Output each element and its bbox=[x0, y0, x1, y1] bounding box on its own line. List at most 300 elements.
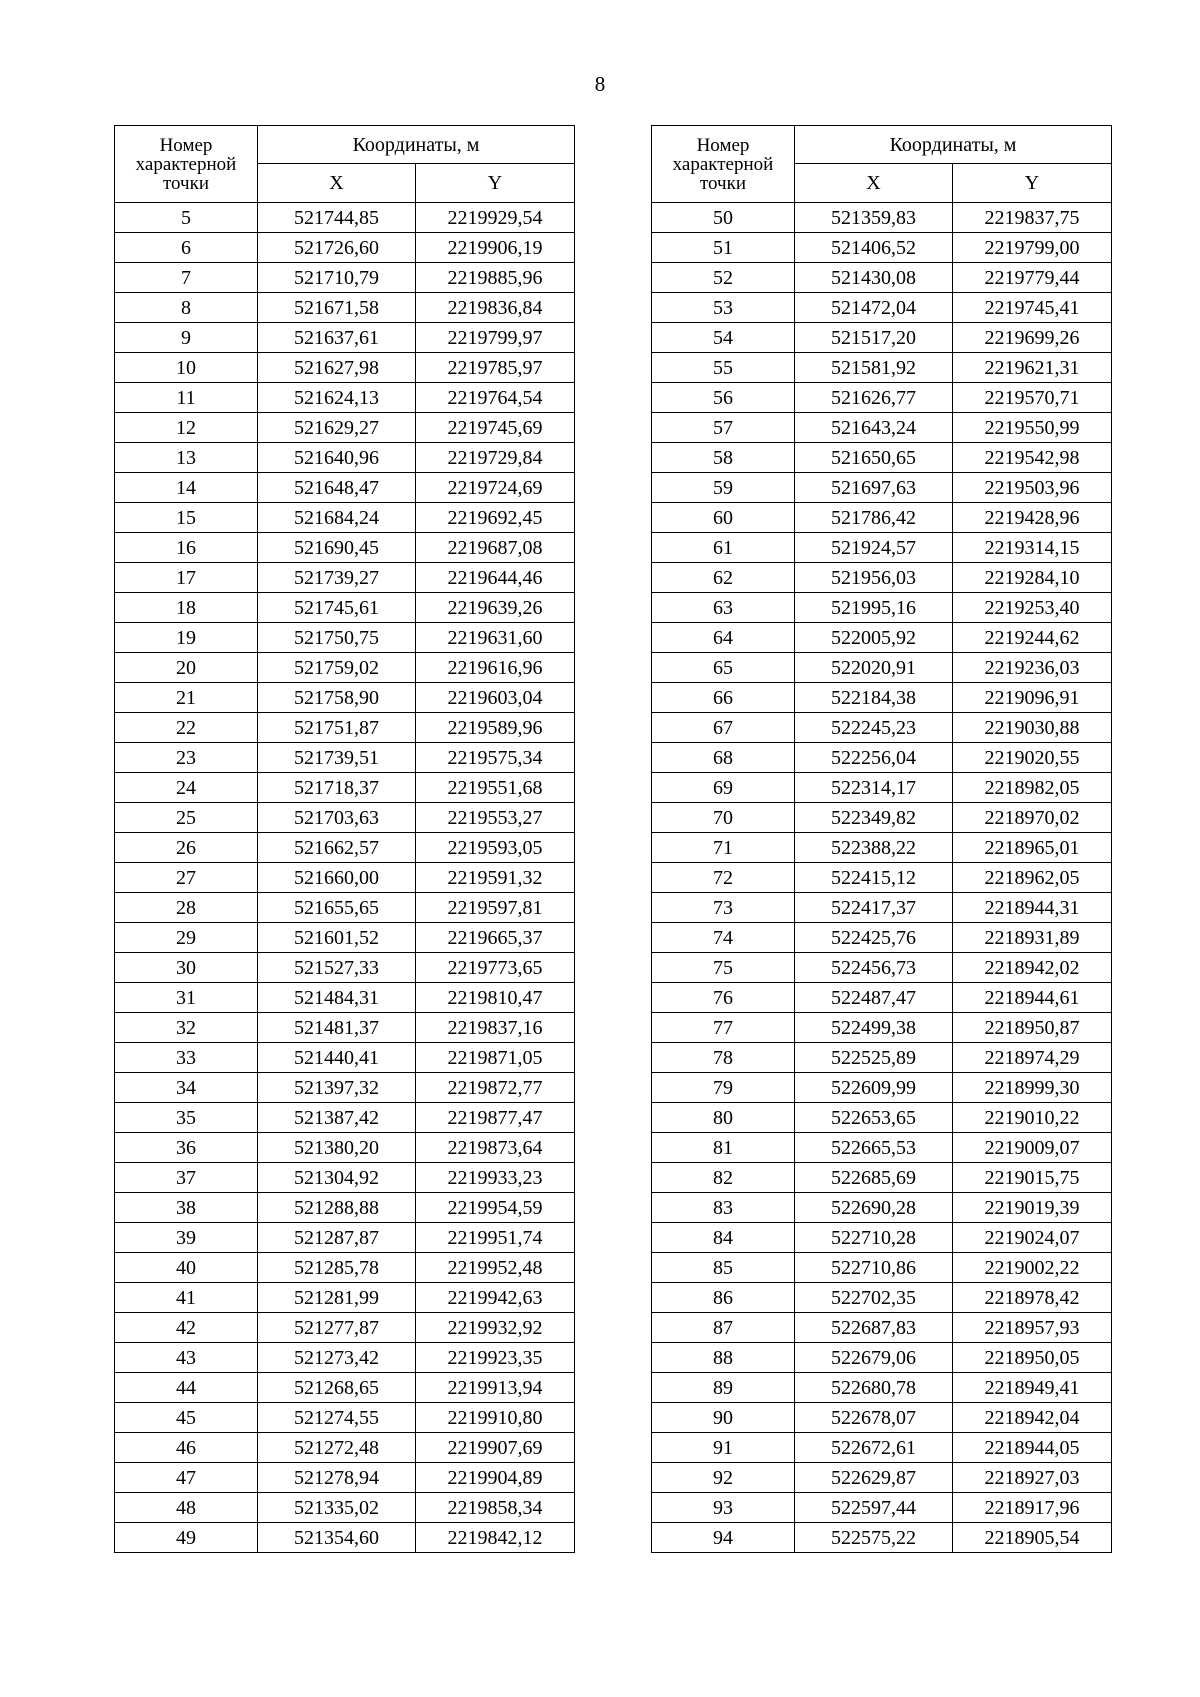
point-number-cell: 62 bbox=[652, 563, 795, 593]
y-coordinate-cell: 2219745,41 bbox=[953, 293, 1112, 323]
x-coordinate-cell: 521690,45 bbox=[258, 533, 416, 563]
x-coordinate-cell: 521995,16 bbox=[795, 593, 953, 623]
point-number-cell: 27 bbox=[115, 863, 258, 893]
y-coordinate-cell: 2219589,96 bbox=[416, 713, 575, 743]
x-coordinate-cell: 522672,61 bbox=[795, 1433, 953, 1463]
y-coordinate-cell: 2219932,92 bbox=[416, 1313, 575, 1343]
point-number-cell: 20 bbox=[115, 653, 258, 683]
point-number-cell: 35 bbox=[115, 1103, 258, 1133]
table-row bbox=[115, 1133, 575, 1163]
point-number-cell: 82 bbox=[652, 1163, 795, 1193]
table-row bbox=[652, 683, 1112, 713]
x-coordinate-cell: 522456,73 bbox=[795, 953, 953, 983]
x-coordinate-cell: 521304,92 bbox=[258, 1163, 416, 1193]
y-coordinate-cell: 2219019,39 bbox=[953, 1193, 1112, 1223]
table-row bbox=[652, 263, 1112, 293]
y-coordinate-cell: 2219699,26 bbox=[953, 323, 1112, 353]
x-coordinate-cell: 521662,57 bbox=[258, 833, 416, 863]
point-number-cell: 18 bbox=[115, 593, 258, 623]
coordinates-header: Координаты, м bbox=[795, 126, 1112, 164]
table-row bbox=[652, 533, 1112, 563]
x-coordinate-cell: 521430,08 bbox=[795, 263, 953, 293]
table-row bbox=[652, 1313, 1112, 1343]
page-number: 8 bbox=[594, 72, 606, 96]
point-number-cell: 7 bbox=[115, 263, 258, 293]
table-row bbox=[115, 1523, 575, 1553]
x-coordinate-cell: 521472,04 bbox=[795, 293, 953, 323]
y-coordinate-cell: 2219603,04 bbox=[416, 683, 575, 713]
y-coordinate-cell: 2219877,47 bbox=[416, 1103, 575, 1133]
table-row bbox=[115, 623, 575, 653]
table-row bbox=[115, 833, 575, 863]
y-coordinate-cell: 2219910,80 bbox=[416, 1403, 575, 1433]
table-row bbox=[652, 1073, 1112, 1103]
x-coordinate-cell: 521786,42 bbox=[795, 503, 953, 533]
table-row bbox=[115, 203, 575, 233]
point-number-cell: 50 bbox=[652, 203, 795, 233]
table-row bbox=[652, 413, 1112, 443]
point-number-cell: 68 bbox=[652, 743, 795, 773]
point-number-cell: 76 bbox=[652, 983, 795, 1013]
table-body bbox=[652, 203, 1112, 1553]
x-coordinate-cell: 521759,02 bbox=[258, 653, 416, 683]
table-row bbox=[115, 1223, 575, 1253]
point-number-cell: 37 bbox=[115, 1163, 258, 1193]
x-coordinate-cell: 521335,02 bbox=[258, 1493, 416, 1523]
x-coordinate-cell: 522388,22 bbox=[795, 833, 953, 863]
x-coordinate-cell: 522499,38 bbox=[795, 1013, 953, 1043]
table-row bbox=[652, 773, 1112, 803]
x-coordinate-cell: 521281,99 bbox=[258, 1283, 416, 1313]
point-number-cell: 54 bbox=[652, 323, 795, 353]
point-number-cell: 25 bbox=[115, 803, 258, 833]
x-coordinate-cell: 521739,27 bbox=[258, 563, 416, 593]
x-coordinate-cell: 521277,87 bbox=[258, 1313, 416, 1343]
point-number-cell: 92 bbox=[652, 1463, 795, 1493]
y-column-header: Y bbox=[416, 164, 575, 203]
table-row bbox=[652, 473, 1112, 503]
x-coordinate-cell: 521354,60 bbox=[258, 1523, 416, 1553]
point-number-cell: 65 bbox=[652, 653, 795, 683]
y-coordinate-cell: 2219015,75 bbox=[953, 1163, 1112, 1193]
table-row bbox=[115, 743, 575, 773]
table-row bbox=[115, 1313, 575, 1343]
y-coordinate-cell: 2219929,54 bbox=[416, 203, 575, 233]
y-coordinate-cell: 2219913,94 bbox=[416, 1373, 575, 1403]
point-number-cell: 40 bbox=[115, 1253, 258, 1283]
table-row bbox=[652, 1223, 1112, 1253]
x-coordinate-cell: 521643,24 bbox=[795, 413, 953, 443]
table-row bbox=[652, 353, 1112, 383]
y-coordinate-cell: 2219009,07 bbox=[953, 1133, 1112, 1163]
y-coordinate-cell: 2219551,68 bbox=[416, 773, 575, 803]
x-coordinate-cell: 521527,33 bbox=[258, 953, 416, 983]
point-number-cell: 85 bbox=[652, 1253, 795, 1283]
table-row bbox=[115, 1373, 575, 1403]
point-number-cell: 10 bbox=[115, 353, 258, 383]
x-coordinate-cell: 521629,27 bbox=[258, 413, 416, 443]
x-coordinate-cell: 521273,42 bbox=[258, 1343, 416, 1373]
table-row bbox=[652, 1103, 1112, 1133]
table-row bbox=[652, 713, 1112, 743]
table-row bbox=[652, 1463, 1112, 1493]
y-coordinate-cell: 2218944,61 bbox=[953, 983, 1112, 1013]
x-coordinate-cell: 522425,76 bbox=[795, 923, 953, 953]
table-row bbox=[652, 1013, 1112, 1043]
x-coordinate-cell: 522679,06 bbox=[795, 1343, 953, 1373]
x-coordinate-cell: 521581,92 bbox=[795, 353, 953, 383]
x-coordinate-cell: 522525,89 bbox=[795, 1043, 953, 1073]
y-coordinate-cell: 2219842,12 bbox=[416, 1523, 575, 1553]
point-number-cell: 51 bbox=[652, 233, 795, 263]
x-coordinate-cell: 522710,86 bbox=[795, 1253, 953, 1283]
y-coordinate-cell: 2219764,54 bbox=[416, 383, 575, 413]
y-coordinate-cell: 2219575,34 bbox=[416, 743, 575, 773]
table-row bbox=[115, 353, 575, 383]
x-coordinate-cell: 522417,37 bbox=[795, 893, 953, 923]
table-row bbox=[115, 233, 575, 263]
table-row bbox=[652, 1403, 1112, 1433]
table-row bbox=[115, 1253, 575, 1283]
x-coordinate-cell: 521660,00 bbox=[258, 863, 416, 893]
y-coordinate-cell: 2219010,22 bbox=[953, 1103, 1112, 1133]
y-coordinate-cell: 2219639,26 bbox=[416, 593, 575, 623]
point-number-cell: 89 bbox=[652, 1373, 795, 1403]
x-coordinate-cell: 521744,85 bbox=[258, 203, 416, 233]
table-row bbox=[115, 923, 575, 953]
table-row bbox=[115, 263, 575, 293]
table-row bbox=[115, 953, 575, 983]
y-coordinate-cell: 2219597,81 bbox=[416, 893, 575, 923]
point-number-cell: 29 bbox=[115, 923, 258, 953]
x-coordinate-cell: 521380,20 bbox=[258, 1133, 416, 1163]
coordinates-header: Координаты, м bbox=[258, 126, 575, 164]
point-number-header-line: характерной bbox=[672, 153, 774, 175]
y-coordinate-cell: 2219020,55 bbox=[953, 743, 1112, 773]
table-row bbox=[652, 1133, 1112, 1163]
y-coordinate-cell: 2218917,96 bbox=[953, 1493, 1112, 1523]
x-coordinate-cell: 522629,87 bbox=[795, 1463, 953, 1493]
table-row bbox=[652, 1043, 1112, 1073]
x-coordinate-cell: 521751,87 bbox=[258, 713, 416, 743]
table-row bbox=[652, 383, 1112, 413]
table-row bbox=[115, 1163, 575, 1193]
table-row bbox=[115, 1433, 575, 1463]
x-coordinate-cell: 522314,17 bbox=[795, 773, 953, 803]
table-row bbox=[652, 593, 1112, 623]
table-row bbox=[115, 1493, 575, 1523]
x-coordinate-cell: 522256,04 bbox=[795, 743, 953, 773]
y-coordinate-cell: 2219779,44 bbox=[953, 263, 1112, 293]
y-coordinate-cell: 2218950,87 bbox=[953, 1013, 1112, 1043]
point-number-cell: 21 bbox=[115, 683, 258, 713]
y-coordinate-cell: 2218965,01 bbox=[953, 833, 1112, 863]
table-row bbox=[652, 863, 1112, 893]
y-coordinate-cell: 2218927,03 bbox=[953, 1463, 1112, 1493]
x-coordinate-cell: 521684,24 bbox=[258, 503, 416, 533]
point-number-cell: 83 bbox=[652, 1193, 795, 1223]
y-coordinate-cell: 2219616,96 bbox=[416, 653, 575, 683]
y-coordinate-cell: 2219872,77 bbox=[416, 1073, 575, 1103]
x-coordinate-cell: 521745,61 bbox=[258, 593, 416, 623]
y-coordinate-cell: 2219692,45 bbox=[416, 503, 575, 533]
point-number-cell: 32 bbox=[115, 1013, 258, 1043]
table-row bbox=[115, 1283, 575, 1313]
y-coordinate-cell: 2218944,31 bbox=[953, 893, 1112, 923]
y-coordinate-cell: 2219591,32 bbox=[416, 863, 575, 893]
x-coordinate-cell: 522690,28 bbox=[795, 1193, 953, 1223]
point-number-cell: 13 bbox=[115, 443, 258, 473]
table-row bbox=[115, 1043, 575, 1073]
point-number-cell: 12 bbox=[115, 413, 258, 443]
y-coordinate-cell: 2219284,10 bbox=[953, 563, 1112, 593]
y-coordinate-cell: 2218978,42 bbox=[953, 1283, 1112, 1313]
y-coordinate-cell: 2219871,05 bbox=[416, 1043, 575, 1073]
point-number-cell: 61 bbox=[652, 533, 795, 563]
x-coordinate-cell: 521671,58 bbox=[258, 293, 416, 323]
point-number-header-line: точки bbox=[162, 172, 209, 194]
table-row bbox=[115, 323, 575, 353]
table-row bbox=[115, 863, 575, 893]
y-coordinate-cell: 2218942,02 bbox=[953, 953, 1112, 983]
x-coordinate-cell: 522597,44 bbox=[795, 1493, 953, 1523]
y-coordinate-cell: 2219907,69 bbox=[416, 1433, 575, 1463]
y-coordinate-cell: 2219621,31 bbox=[953, 353, 1112, 383]
y-coordinate-cell: 2219906,19 bbox=[416, 233, 575, 263]
point-number-header-line: характерной bbox=[135, 153, 237, 175]
x-coordinate-cell: 522609,99 bbox=[795, 1073, 953, 1103]
x-coordinate-cell: 521703,63 bbox=[258, 803, 416, 833]
y-coordinate-cell: 2219542,98 bbox=[953, 443, 1112, 473]
table-row bbox=[652, 1433, 1112, 1463]
y-coordinate-cell: 2219244,62 bbox=[953, 623, 1112, 653]
x-coordinate-cell: 521924,57 bbox=[795, 533, 953, 563]
table-row bbox=[115, 593, 575, 623]
point-number-cell: 77 bbox=[652, 1013, 795, 1043]
y-coordinate-cell: 2218931,89 bbox=[953, 923, 1112, 953]
y-coordinate-cell: 2219503,96 bbox=[953, 473, 1112, 503]
point-number-cell: 58 bbox=[652, 443, 795, 473]
y-column-header: Y bbox=[953, 164, 1112, 203]
point-number-cell: 88 bbox=[652, 1343, 795, 1373]
y-coordinate-cell: 2219837,16 bbox=[416, 1013, 575, 1043]
x-coordinate-cell: 521287,87 bbox=[258, 1223, 416, 1253]
point-number-cell: 78 bbox=[652, 1043, 795, 1073]
y-coordinate-cell: 2219951,74 bbox=[416, 1223, 575, 1253]
table-row bbox=[652, 923, 1112, 953]
y-coordinate-cell: 2218949,41 bbox=[953, 1373, 1112, 1403]
point-number-cell: 33 bbox=[115, 1043, 258, 1073]
point-number-cell: 64 bbox=[652, 623, 795, 653]
y-coordinate-cell: 2219810,47 bbox=[416, 983, 575, 1013]
point-number-cell: 72 bbox=[652, 863, 795, 893]
x-coordinate-cell: 521637,61 bbox=[258, 323, 416, 353]
x-coordinate-cell: 521268,65 bbox=[258, 1373, 416, 1403]
x-coordinate-cell: 521758,90 bbox=[258, 683, 416, 713]
y-coordinate-cell: 2219687,08 bbox=[416, 533, 575, 563]
point-number-cell: 59 bbox=[652, 473, 795, 503]
x-coordinate-cell: 521517,20 bbox=[795, 323, 953, 353]
point-number-cell: 8 bbox=[115, 293, 258, 323]
table-row bbox=[652, 323, 1112, 353]
x-coordinate-cell: 521648,47 bbox=[258, 473, 416, 503]
table-row bbox=[115, 533, 575, 563]
point-number-header bbox=[652, 126, 795, 203]
y-coordinate-cell: 2219665,37 bbox=[416, 923, 575, 953]
table-row bbox=[115, 383, 575, 413]
x-coordinate-cell: 521655,65 bbox=[258, 893, 416, 923]
point-number-cell: 67 bbox=[652, 713, 795, 743]
point-number-cell: 69 bbox=[652, 773, 795, 803]
y-coordinate-cell: 2218942,04 bbox=[953, 1403, 1112, 1433]
table-row bbox=[652, 293, 1112, 323]
point-number-cell: 63 bbox=[652, 593, 795, 623]
point-number-cell: 48 bbox=[115, 1493, 258, 1523]
y-coordinate-cell: 2219024,07 bbox=[953, 1223, 1112, 1253]
point-number-cell: 93 bbox=[652, 1493, 795, 1523]
x-coordinate-cell: 521956,03 bbox=[795, 563, 953, 593]
point-number-cell: 71 bbox=[652, 833, 795, 863]
x-coordinate-cell: 522710,28 bbox=[795, 1223, 953, 1253]
table-row bbox=[115, 1403, 575, 1433]
y-coordinate-cell: 2219837,75 bbox=[953, 203, 1112, 233]
table-row bbox=[115, 773, 575, 803]
table-row bbox=[652, 983, 1112, 1013]
x-coordinate-cell: 522678,07 bbox=[795, 1403, 953, 1433]
point-number-cell: 6 bbox=[115, 233, 258, 263]
table-body bbox=[115, 203, 575, 1553]
x-coordinate-cell: 521601,52 bbox=[258, 923, 416, 953]
x-coordinate-cell: 522702,35 bbox=[795, 1283, 953, 1313]
point-number-cell: 84 bbox=[652, 1223, 795, 1253]
table-row bbox=[115, 683, 575, 713]
table-row bbox=[652, 1493, 1112, 1523]
table-row bbox=[115, 503, 575, 533]
x-coordinate-cell: 521440,41 bbox=[258, 1043, 416, 1073]
table-row bbox=[652, 1373, 1112, 1403]
table-header bbox=[115, 126, 575, 203]
table-row bbox=[115, 1343, 575, 1373]
x-coordinate-cell: 521697,63 bbox=[795, 473, 953, 503]
x-coordinate-cell: 521710,79 bbox=[258, 263, 416, 293]
table-row bbox=[115, 1193, 575, 1223]
point-number-header-line: Номер bbox=[159, 134, 213, 156]
table-row bbox=[652, 743, 1112, 773]
point-number-cell: 81 bbox=[652, 1133, 795, 1163]
point-number-cell: 70 bbox=[652, 803, 795, 833]
table-row bbox=[115, 803, 575, 833]
table-row bbox=[652, 503, 1112, 533]
y-coordinate-cell: 2219799,00 bbox=[953, 233, 1112, 263]
y-coordinate-cell: 2219933,23 bbox=[416, 1163, 575, 1193]
x-column-header: X bbox=[258, 164, 416, 203]
x-coordinate-cell: 522575,22 bbox=[795, 1523, 953, 1553]
table-row bbox=[652, 443, 1112, 473]
x-coordinate-cell: 521624,13 bbox=[258, 383, 416, 413]
x-coordinate-cell: 521484,31 bbox=[258, 983, 416, 1013]
point-number-cell: 19 bbox=[115, 623, 258, 653]
y-coordinate-cell: 2219236,03 bbox=[953, 653, 1112, 683]
x-coordinate-cell: 522665,53 bbox=[795, 1133, 953, 1163]
point-number-cell: 49 bbox=[115, 1523, 258, 1553]
table-row bbox=[652, 1523, 1112, 1553]
point-number-cell: 87 bbox=[652, 1313, 795, 1343]
table-row bbox=[115, 1013, 575, 1043]
x-coordinate-cell: 522653,65 bbox=[795, 1103, 953, 1133]
y-coordinate-cell: 2218974,29 bbox=[953, 1043, 1112, 1073]
y-coordinate-cell: 2219550,99 bbox=[953, 413, 1112, 443]
table-row bbox=[652, 1283, 1112, 1313]
table-row bbox=[652, 1193, 1112, 1223]
point-number-cell: 60 bbox=[652, 503, 795, 533]
y-coordinate-cell: 2219644,46 bbox=[416, 563, 575, 593]
x-coordinate-cell: 521640,96 bbox=[258, 443, 416, 473]
point-number-cell: 9 bbox=[115, 323, 258, 353]
table-row bbox=[652, 623, 1112, 653]
point-number-header bbox=[115, 126, 258, 203]
table-row bbox=[652, 833, 1112, 863]
y-coordinate-cell: 2219428,96 bbox=[953, 503, 1112, 533]
y-coordinate-cell: 2219952,48 bbox=[416, 1253, 575, 1283]
x-coordinate-cell: 521750,75 bbox=[258, 623, 416, 653]
y-coordinate-cell: 2218905,54 bbox=[953, 1523, 1112, 1553]
y-coordinate-cell: 2218982,05 bbox=[953, 773, 1112, 803]
x-coordinate-cell: 522415,12 bbox=[795, 863, 953, 893]
y-coordinate-cell: 2219885,96 bbox=[416, 263, 575, 293]
table-row bbox=[115, 293, 575, 323]
x-coordinate-cell: 521739,51 bbox=[258, 743, 416, 773]
point-number-cell: 52 bbox=[652, 263, 795, 293]
y-coordinate-cell: 2219785,97 bbox=[416, 353, 575, 383]
x-coordinate-cell: 522487,47 bbox=[795, 983, 953, 1013]
point-number-cell: 30 bbox=[115, 953, 258, 983]
point-number-cell: 57 bbox=[652, 413, 795, 443]
y-coordinate-cell: 2219631,60 bbox=[416, 623, 575, 653]
coordinates-table-right bbox=[651, 125, 1112, 1553]
y-coordinate-cell: 2219096,91 bbox=[953, 683, 1112, 713]
y-coordinate-cell: 2219314,15 bbox=[953, 533, 1112, 563]
point-number-cell: 53 bbox=[652, 293, 795, 323]
y-coordinate-cell: 2219858,34 bbox=[416, 1493, 575, 1523]
point-number-cell: 44 bbox=[115, 1373, 258, 1403]
point-number-cell: 43 bbox=[115, 1343, 258, 1373]
table-row bbox=[115, 473, 575, 503]
table-row bbox=[115, 563, 575, 593]
x-coordinate-cell: 522005,92 bbox=[795, 623, 953, 653]
point-number-cell: 5 bbox=[115, 203, 258, 233]
point-number-cell: 45 bbox=[115, 1403, 258, 1433]
y-coordinate-cell: 2219729,84 bbox=[416, 443, 575, 473]
point-number-cell: 26 bbox=[115, 833, 258, 863]
y-coordinate-cell: 2219773,65 bbox=[416, 953, 575, 983]
point-number-cell: 41 bbox=[115, 1283, 258, 1313]
x-column-header: X bbox=[795, 164, 953, 203]
y-coordinate-cell: 2218999,30 bbox=[953, 1073, 1112, 1103]
y-coordinate-cell: 2219570,71 bbox=[953, 383, 1112, 413]
point-number-cell: 55 bbox=[652, 353, 795, 383]
table-header bbox=[652, 126, 1112, 203]
x-coordinate-cell: 522349,82 bbox=[795, 803, 953, 833]
point-number-cell: 56 bbox=[652, 383, 795, 413]
point-number-cell: 91 bbox=[652, 1433, 795, 1463]
point-number-cell: 22 bbox=[115, 713, 258, 743]
y-coordinate-cell: 2218950,05 bbox=[953, 1343, 1112, 1373]
table-row bbox=[115, 983, 575, 1013]
point-number-cell: 31 bbox=[115, 983, 258, 1013]
x-coordinate-cell: 522680,78 bbox=[795, 1373, 953, 1403]
point-number-cell: 74 bbox=[652, 923, 795, 953]
y-coordinate-cell: 2219873,64 bbox=[416, 1133, 575, 1163]
